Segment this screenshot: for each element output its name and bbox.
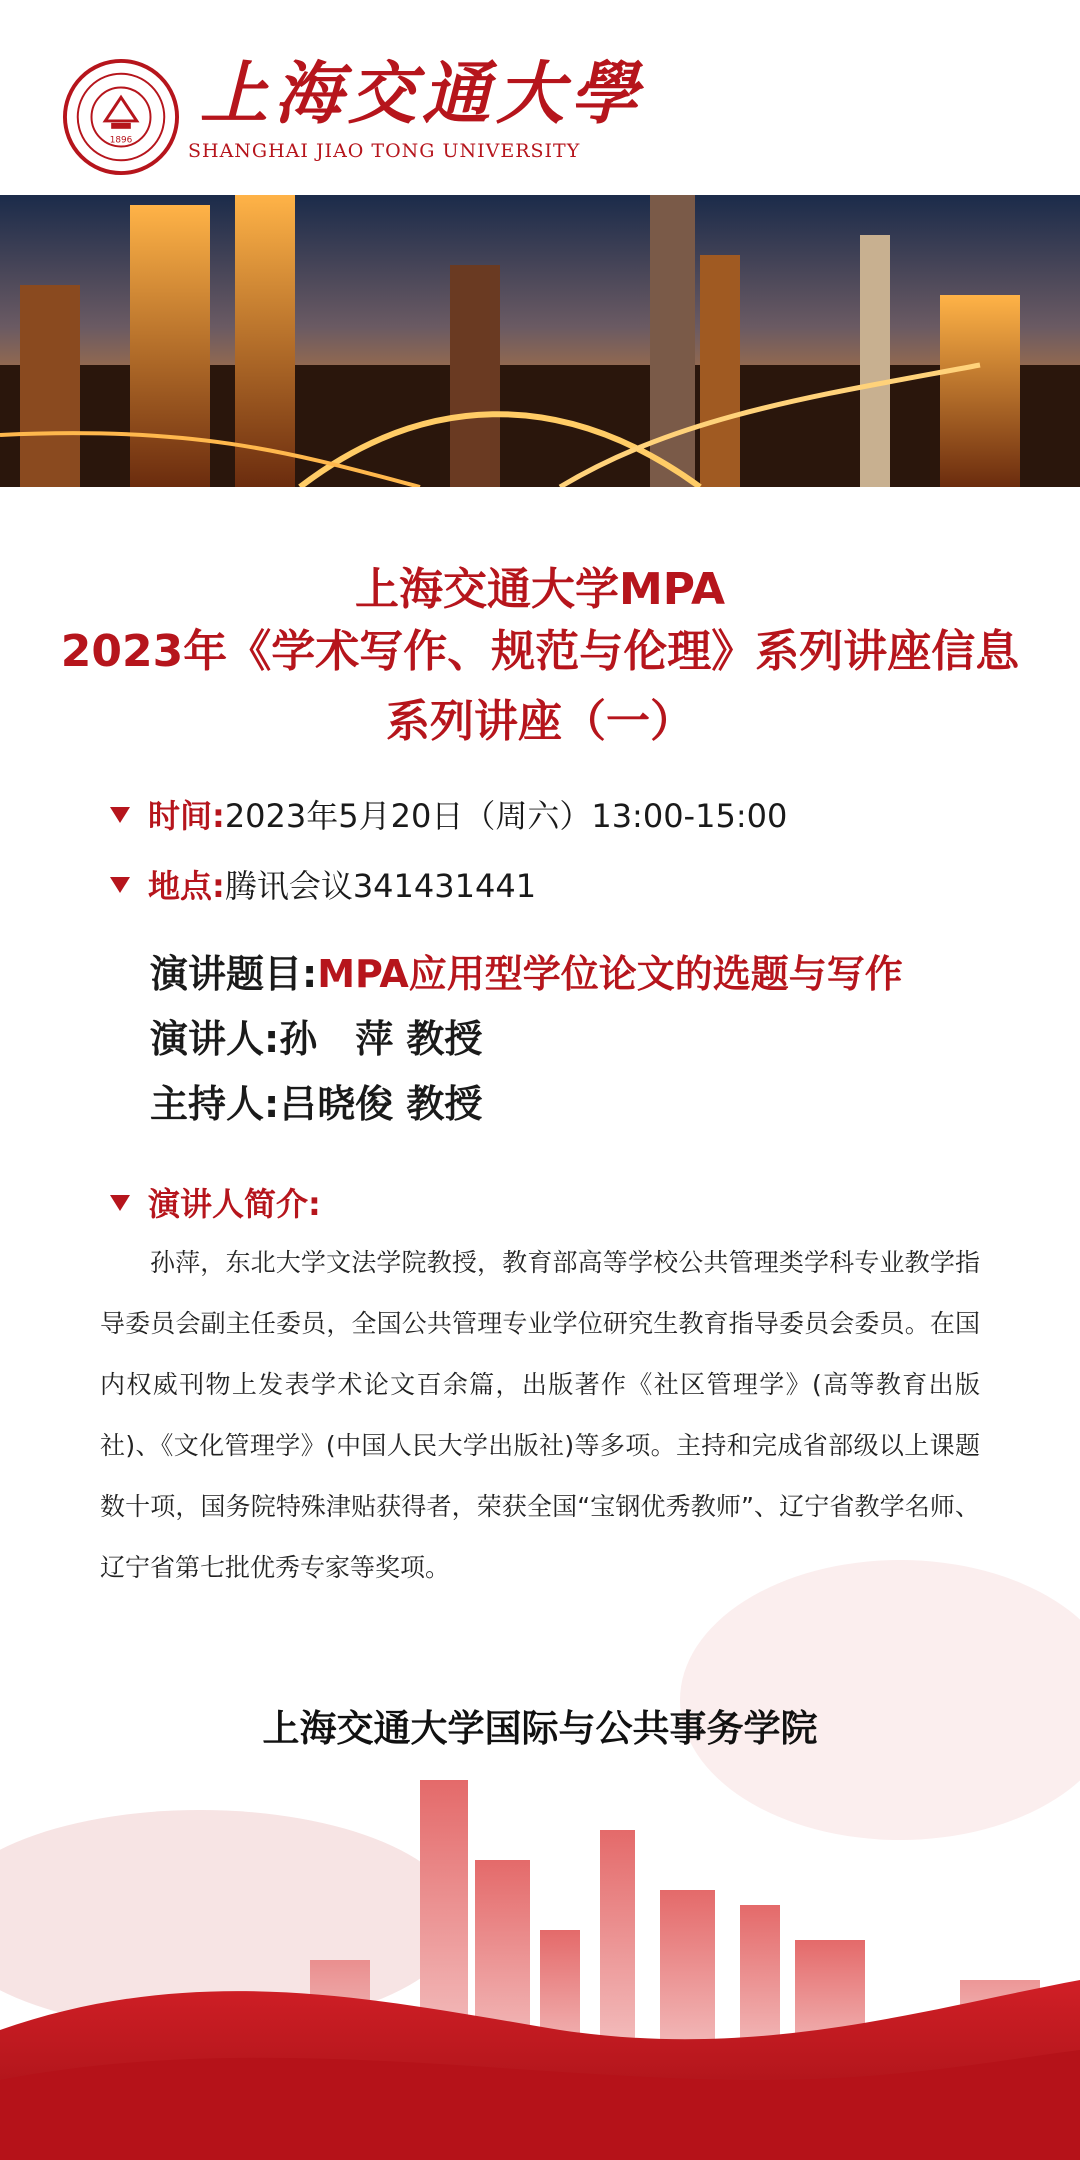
city-night-banner: [0, 195, 1080, 487]
intro-heading-row: [110, 1185, 321, 1223]
intro-label: 演讲人简介:: [148, 1185, 321, 1223]
time-label: 时间:: [148, 797, 225, 835]
place-value: 腾讯会议341431441: [224, 867, 537, 905]
place-row: [110, 867, 537, 905]
speaker-bio-text: 孙萍，东北大学文法学院教授，教育部高等学校公共管理类学科专业教学指导委员会副主任委员，全国公共管理专业学位研究生教育指导委员会委员。在国内权威刊物上发表学术论文百余篇，出版著作《社区管理学》(高等教育出版社)、《文化管理学》(中国人民大学出版社)等多项。主持和完成省部级以上课题数十项，国务院特殊津贴获得者，荣获全国“宝钢优秀教师”、辽宁省教学名师、辽宁省第七批优秀专家等奖项。: [100, 1248, 980, 1582]
brand-name-chinese: 上海交通大學: [200, 54, 645, 134]
topic-label: 演讲题目:: [150, 952, 318, 996]
title-line-3: 系列讲座（一）: [386, 696, 694, 747]
place-label: 地点:: [148, 867, 225, 905]
talk-speaker: 演讲人:孙 萍 教授: [150, 1017, 483, 1061]
skyline-decoration: [0, 1560, 1080, 2160]
triangle-bullet-icon: [110, 877, 130, 893]
speaker-bio: [100, 1232, 980, 1598]
time-row: [110, 797, 788, 835]
title-line-2: 2023年《学术写作、规范与伦理》系列讲座信息: [60, 626, 1020, 677]
triangle-bullet-icon: [110, 1195, 130, 1211]
seal-year: 1896: [109, 135, 133, 146]
talk-host: 主持人:吕晓俊 教授: [150, 1082, 483, 1126]
university-seal-icon: [62, 58, 180, 176]
talk-topic: [150, 952, 903, 996]
brand-name-english: SHANGHAI JIAO TONG UNIVERSITY: [188, 140, 581, 162]
triangle-bullet-icon: [110, 807, 130, 823]
time-value: 2023年5月20日（周六）13:00-15:00: [224, 797, 788, 835]
organizer-name: 上海交通大学国际与公共事务学院: [262, 1707, 818, 1750]
header: [0, 0, 1080, 195]
topic-value: MPA应用型学位论文的选题与写作: [317, 952, 903, 996]
title-line-1: 上海交通大学MPA: [354, 564, 726, 615]
